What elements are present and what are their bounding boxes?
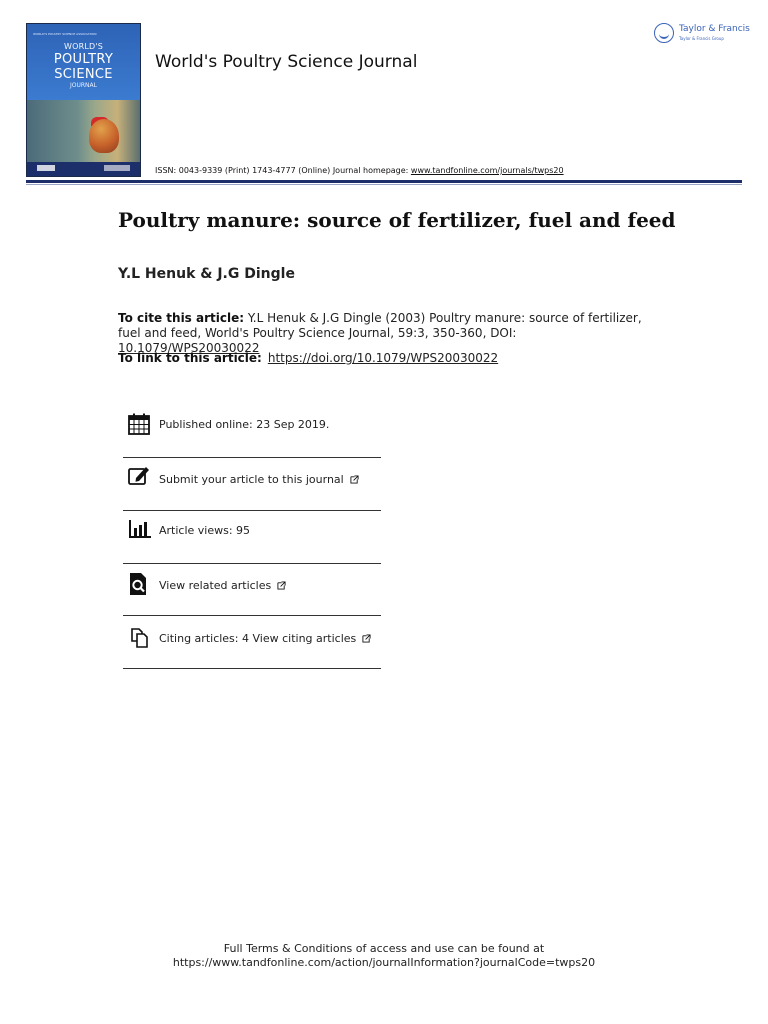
external-link-icon	[362, 634, 371, 643]
published-date-text: Published online: 23 Sep 2019.	[159, 418, 330, 431]
publisher-logo	[654, 22, 750, 46]
article-views-text: Article views: 95	[159, 524, 251, 537]
views-row	[123, 512, 381, 562]
cite-doi-link[interactable]: 10.1079/WPS20030022	[118, 341, 260, 355]
issn-line	[155, 166, 564, 175]
article-title: Poultry manure: source of fertilizer, fuel and feed	[118, 208, 676, 232]
cover-title-line-1: WORLD'S	[63, 42, 104, 51]
journal-cover-image	[26, 23, 141, 177]
header-divider-thin	[26, 184, 742, 185]
citing-row[interactable]	[123, 619, 381, 669]
rooster-image	[89, 119, 119, 153]
view-related-text: View related articles	[159, 579, 272, 592]
bar-chart-icon	[127, 516, 151, 540]
citation-block	[118, 311, 658, 356]
article-link-line	[118, 351, 498, 365]
cover-photo	[27, 100, 140, 162]
header-divider	[26, 180, 742, 183]
info-divider-3	[123, 563, 381, 564]
published-row	[123, 404, 381, 454]
cite-label: To cite this article:	[118, 311, 245, 325]
cover-title-line-2: POULTRY	[53, 52, 114, 67]
info-divider-4	[123, 615, 381, 616]
info-divider-1	[123, 457, 381, 458]
link-label: To link to this article:	[118, 351, 262, 365]
search-document-icon	[127, 572, 151, 596]
submit-row[interactable]	[123, 460, 381, 510]
publisher-logo-icon	[654, 23, 674, 43]
issn-text: ISSN: 0043-9339 (Print) 1743-4777 (Online) Journal homepage:	[155, 166, 411, 175]
cite-text: Y.L Henuk & J.G Dingle (2003) Poultry manure: source of fertilizer, fuel and feed, World's Poultry Science Journal, 59:3, 350-360, DOI:	[118, 311, 642, 340]
publisher-subname: Taylor & Francis Group	[679, 36, 724, 41]
citing-articles-link[interactable]	[159, 632, 371, 645]
cover-logo-left	[37, 165, 55, 171]
journal-homepage-link[interactable]: www.tandfonline.com/journals/twps20	[410, 166, 564, 175]
related-row[interactable]	[123, 566, 381, 616]
submit-article-link[interactable]	[159, 473, 359, 486]
cover-title-line-4: JOURNAL	[70, 82, 97, 89]
publisher-name: Taylor & Francis	[679, 24, 750, 34]
cover-association-text: WORLD'S POULTRY SCIENCE ASSOCIATION	[33, 32, 97, 36]
citing-articles-text: Citing articles: 4 View citing articles	[159, 632, 357, 645]
footer-terms-link[interactable]: https://www.tandfonline.com/action/journalInformation?journalCode=twps20	[172, 956, 596, 969]
external-link-icon	[277, 581, 286, 590]
submit-article-text: Submit your article to this journal	[159, 473, 344, 486]
footer-line-1: Full Terms & Conditions of access and use can be found at	[223, 942, 545, 955]
journal-title: World's Poultry Science Journal	[155, 52, 418, 72]
footer	[0, 942, 768, 970]
article-authors: Y.L Henuk & J.G Dingle	[118, 266, 295, 282]
calendar-icon	[127, 412, 151, 436]
external-link-icon	[350, 475, 359, 484]
cover-logo-right	[104, 165, 130, 171]
cover-title-line-3: SCIENCE	[54, 67, 113, 82]
info-divider-2	[123, 510, 381, 511]
view-related-link[interactable]	[159, 579, 286, 592]
edit-icon	[127, 464, 151, 488]
info-divider-5	[123, 668, 381, 669]
article-doi-link[interactable]: https://doi.org/10.1079/WPS20030022	[267, 351, 499, 365]
citing-icon	[127, 625, 151, 649]
